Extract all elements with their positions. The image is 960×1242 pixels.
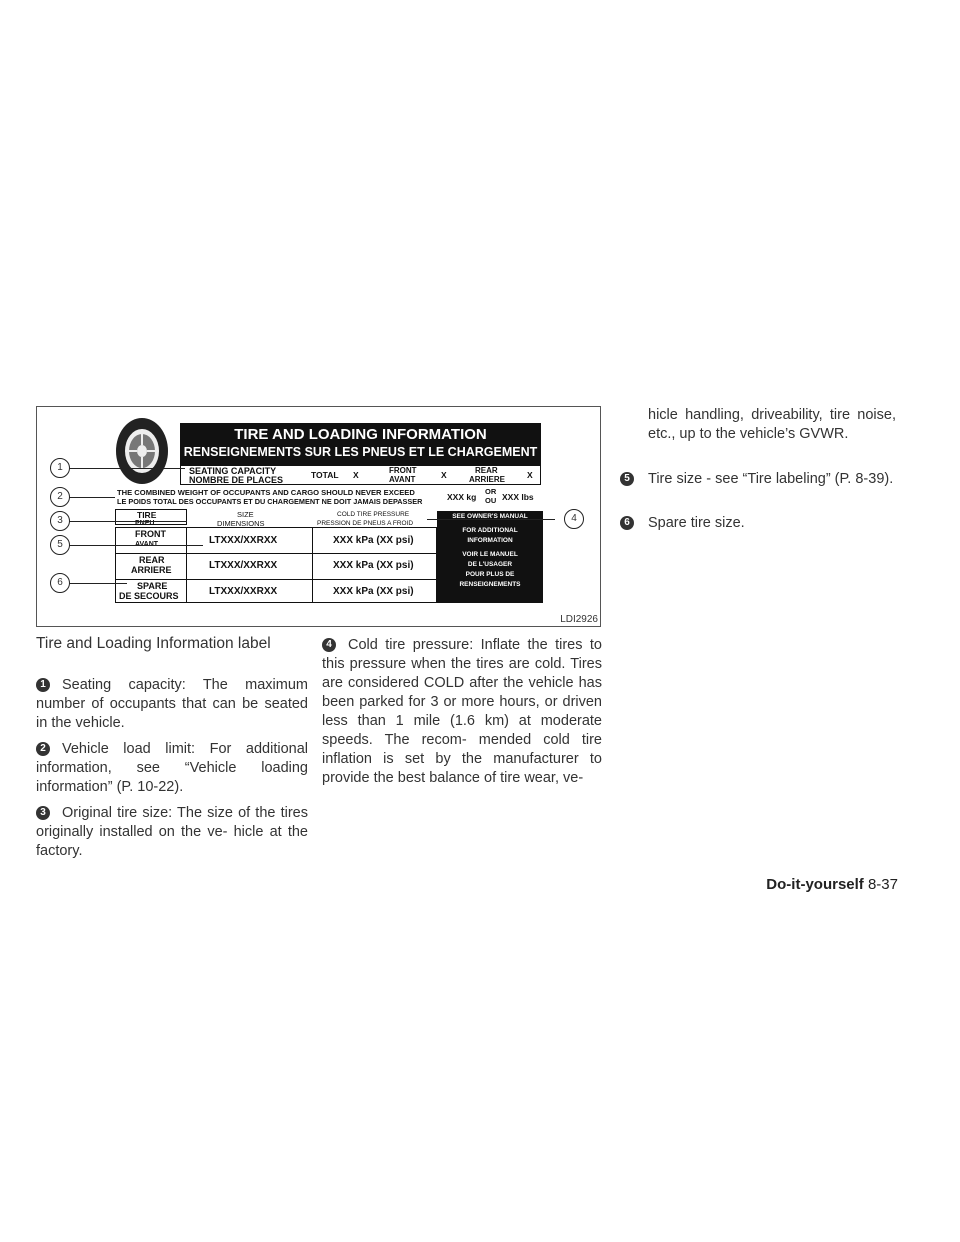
row-front-pressure: XXX kPa (XX psi) — [333, 535, 414, 546]
callout-3-leader — [67, 521, 187, 522]
callout-2-leader — [67, 497, 115, 498]
item-text-1: Seating capacity: The maximum number of occupants that can be seated in the vehicle. — [36, 677, 308, 731]
weight-warning-en: THE COMBINED WEIGHT OF OCCUPANTS AND CARGO SHOULD NEVER EXCEED — [117, 488, 415, 497]
tire-icon — [115, 417, 169, 485]
header-title-en: TIRE AND LOADING INFORMATION — [234, 426, 487, 443]
seating-label-en: SEATING CAPACITY — [189, 466, 277, 476]
list-item-continued — [648, 406, 896, 444]
callout-4-leader — [427, 519, 555, 520]
list-item — [620, 470, 896, 489]
seating-label-fr: NOMBRE DE PLACES — [189, 475, 284, 485]
seating-front-en: FRONT — [389, 466, 417, 475]
item-text-4-continued: hicle handling, driveability, tire noise, etc., up to the vehicle’s GVWR. — [648, 407, 896, 442]
row-spare-en: SPARE — [137, 581, 168, 591]
list-item — [36, 676, 308, 733]
tire-col-fr: PNEU — [135, 520, 155, 527]
row-spare-pressure: XXX kPa (XX psi) — [333, 586, 414, 597]
figure-code: LDI2926 — [560, 614, 598, 625]
seating-rear-x: X — [527, 470, 533, 480]
size-col-en: SIZE — [237, 510, 254, 519]
item-number-1: 1 — [36, 678, 50, 692]
see-manual-box — [437, 511, 543, 603]
item-text-5: Tire size - see “Tire labeling” (P. 8-39). — [648, 471, 894, 487]
row-spare-fr: DE SECOURS — [119, 591, 179, 601]
size-col-fr: DIMENSIONS — [217, 519, 265, 528]
list-item — [620, 514, 896, 533]
list-item — [322, 636, 602, 788]
callout-6-leader — [67, 583, 127, 584]
info-line-5: POUR PLUS DE — [465, 571, 515, 578]
item-text-3: Original tire size: The size of the tires originally installed on the ve- hicle at the factory. — [36, 805, 308, 859]
item-number-2: 2 — [36, 742, 50, 756]
figure-caption: Tire and Loading Information label — [36, 635, 271, 652]
weight-kg: XXX kg — [447, 492, 477, 502]
info-line-6: RENSEIGNEMENTS — [459, 581, 521, 588]
row-rear-pressure: XXX kPa (XX psi) — [333, 560, 414, 571]
row-front-en: FRONT — [135, 529, 166, 539]
tire-loading-label-figure — [36, 406, 601, 627]
callout-1-leader — [67, 468, 185, 469]
callout-6: 6 — [50, 573, 70, 593]
info-line-1: FOR ADDITIONAL — [462, 527, 518, 534]
item-number-6: 6 — [620, 516, 634, 530]
row-rear-en: REAR — [139, 555, 165, 565]
callout-2: 2 — [50, 487, 70, 507]
weight-or-en: OR — [485, 487, 497, 496]
item-text-4: Cold tire pressure: Inflate the tires to this pressure when the tires are cold. Tires are considered COLD after the vehicle has been parked for 3 or more hours, or driven less than 1 mile (1.6 km) at moderate speeds. The recom- mended cold tire inflation is set by the manufacturer to provide the best balance of tire wear, ve- — [322, 637, 602, 786]
weight-or-fr: OU — [485, 496, 497, 505]
header-title-fr: RENSEIGNEMENTS SUR LES PNEUS ET LE CHARGEMENT — [183, 445, 538, 459]
info-line-2: INFORMATION — [467, 537, 513, 544]
item-text-2: Vehicle load limit: For additional information, see “Vehicle loading information” (P. 10-22). — [36, 741, 308, 795]
list-item — [36, 804, 308, 861]
callout-4: 4 — [564, 509, 584, 529]
row-rear-size: LTXXX/XXRXX — [209, 560, 278, 571]
see-manual-text: SEE OWNER'S MANUAL — [452, 513, 528, 520]
seating-rear-en: REAR — [475, 466, 498, 475]
weight-warning-fr: LE POIDS TOTAL DES OCCUPANTS ET DU CHARGEMENT NE DOIT JAMAIS DEPASSER — [117, 497, 423, 506]
item-number-5: 5 — [620, 472, 634, 486]
pressure-col-en: COLD TIRE PRESSURE — [337, 511, 410, 518]
footer-section: Do-it-yourself — [766, 876, 864, 893]
footer-page-number: 8-37 — [867, 876, 898, 893]
seating-front-fr: AVANT — [389, 475, 416, 484]
callout-5: 5 — [50, 535, 70, 555]
row-rear-fr: ARRIERE — [131, 565, 172, 575]
row-front-size: LTXXX/XXRXX — [209, 535, 278, 546]
callout-3: 3 — [50, 511, 70, 531]
weight-lbs: XXX lbs — [502, 492, 534, 502]
row-front-fr: AVANT — [135, 541, 159, 548]
tire-col-en: TIRE — [137, 510, 157, 520]
row-spare-size: LTXXX/XXRXX — [209, 586, 278, 597]
info-line-3: VOIR LE MANUEL — [462, 551, 518, 558]
list-item — [36, 740, 308, 797]
item-number-3: 3 — [36, 806, 50, 820]
seating-total-x: X — [353, 470, 359, 480]
tire-table-divider-2 — [115, 579, 437, 580]
seating-front-x: X — [441, 470, 447, 480]
pressure-col-fr: PRESSION DE PNEUS A FROID — [317, 520, 414, 527]
seating-total: TOTAL — [311, 470, 339, 480]
tire-table-divider-1 — [115, 553, 437, 554]
seating-rear-fr: ARRIERE — [469, 475, 506, 484]
callout-5-leader — [67, 545, 203, 546]
item-text-6: Spare tire size. — [648, 515, 745, 531]
label-header — [180, 423, 541, 465]
callout-1: 1 — [50, 458, 70, 478]
page-footer — [766, 876, 898, 893]
info-line-4: DE L'USAGER — [467, 561, 513, 568]
item-number-4: 4 — [322, 638, 336, 652]
